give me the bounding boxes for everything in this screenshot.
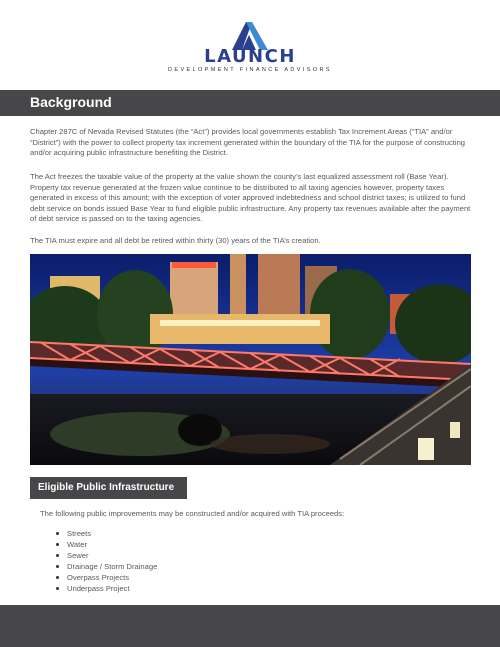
infrastructure-list xyxy=(56,528,157,594)
logo-wordmark: LAUNCH xyxy=(204,46,296,67)
paragraph-freeze: The Act freezes the taxable value of the property at the value shown the county’s last equalized assessment roll (Base Year). Property tax revenue generated at the frozen value continue to be distributed to all taxing agencies however, property taxes generated in excess of this amount; with the exception of voter approved indebtedness and school district taxes; is utilized to fund debt service on bonds issued Base Year to fund eligible public infrastructure. Any property tax revenues available after the payment of debt service is passed on to the taxing agencies. xyxy=(30,172,471,224)
paragraph-act: Chapter 287C of Nevada Revised Statutes (the “Act”) provides local governments establish Tax Increment Areas (“TIA” and/or “District”) with the power to collect property tax increment generated within the boundary of the TIA for the purpose of constructing and/or acquiring public infrastructure benefiting the District. xyxy=(30,127,466,158)
logo xyxy=(0,0,500,80)
list-item: Water xyxy=(56,539,157,550)
list-item: Overpass Projects xyxy=(56,572,157,583)
section-header-band xyxy=(0,90,500,116)
logo-tagline: DEVELOPMENT FINANCE ADVISORS xyxy=(168,67,332,73)
section-title: Background xyxy=(30,94,112,110)
list-item: Underpass Project xyxy=(56,583,157,594)
riverwalk-bridge-photo xyxy=(30,254,471,465)
footer-band xyxy=(0,605,500,647)
subsection-title: Eligible Public Infrastructure xyxy=(38,482,175,493)
list-item: Streets xyxy=(56,528,157,539)
list-item: Drainage / Storm Drainage xyxy=(56,561,157,572)
list-item: Sewer xyxy=(56,550,157,561)
paragraph-expire: The TIA must expire and all debt be retired within thirty (30) years of the TIA’s creation. xyxy=(30,236,321,245)
infrastructure-intro: The following public improvements may be constructed and/or acquired with TIA proceeds: xyxy=(40,509,345,518)
subsection-header-band xyxy=(30,477,187,499)
